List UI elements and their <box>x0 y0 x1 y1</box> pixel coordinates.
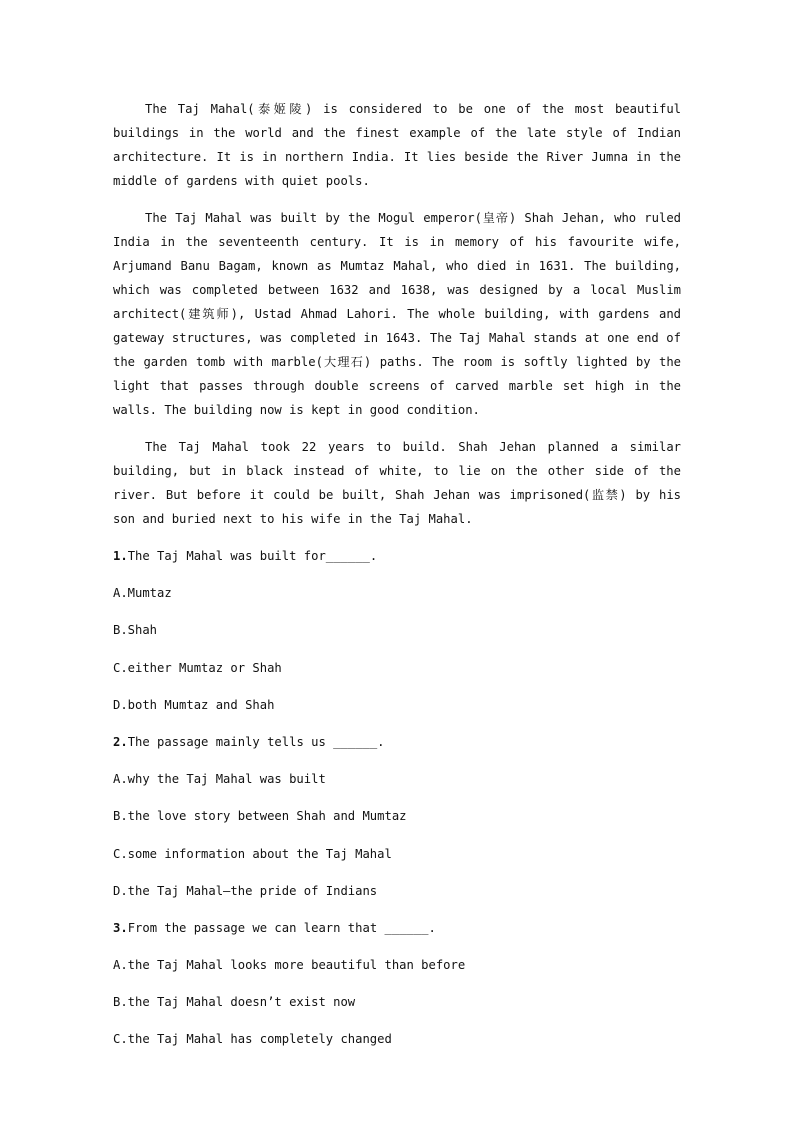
question-text: The passage mainly tells us ______. <box>127 734 385 749</box>
option-d: D.both Mumtaz and Shah <box>113 697 275 712</box>
option-b: B.the Taj Mahal doesn’t exist now <box>113 995 356 1010</box>
question-number: 2. <box>113 734 128 749</box>
option-c: C.the Taj Mahal has completely changed <box>113 1032 392 1047</box>
question-text: The Taj Mahal was built for______. <box>127 549 378 563</box>
question-3 <box>113 916 681 1052</box>
option-a: A.why the Taj Mahal was built <box>113 772 326 787</box>
passage-paragraph-1: The Taj Mahal(泰姬陵) is considered to be one of the most beautiful buildings in the world and the finest example of the late style of Indian architecture. It is in northern India. It lies beside the River Jumna in the middle of gardens with quiet pools. <box>113 102 681 188</box>
option-d: D.the Taj Mahal—the pride of Indians <box>113 883 378 898</box>
question-number: 1. <box>113 549 128 563</box>
question-stem <box>113 544 681 568</box>
question-2 <box>113 730 681 903</box>
question-stem <box>113 730 681 754</box>
option-a: A.Mumtaz <box>113 586 172 601</box>
question-1 <box>113 544 681 717</box>
option-b: B.the love story between Shah and Mumtaz <box>113 809 407 824</box>
option-c: C.either Mumtaz or Shah <box>113 660 282 675</box>
passage-paragraph-2: The Taj Mahal was built by the Mogul emperor(皇帝) Shah Jehan, who ruled India in the seventeenth century. It is in memory of his favourite wife, Arjumand Banu Bagam, known as Mumtaz Mahal, who died in 1631. The building, which was completed between 1632 and 1638, was designed by a local Muslim architect(建筑师), Ustad Ahmad Lahori. The whole building, with gardens and gateway structures, was completed in 1643. The Taj Mahal stands at one end of the garden tomb with marble(大理石) paths. The room is softly lighted by the light that passes through double screens of carved marble set high in the walls. The building now is kept in good condition. <box>113 211 681 417</box>
option-b: B.Shah <box>113 623 158 638</box>
passage-paragraph-3: The Taj Mahal took 22 years to build. Shah Jehan planned a similar building, but in black instead of white, to lie on the other side of the river. But before it could be built, Shah Jehan was imprisoned(监禁) by his son and buried next to his wife in the Taj Mahal. <box>113 440 681 526</box>
option-c: C.some information about the Taj Mahal <box>113 846 392 861</box>
question-stem <box>113 916 681 940</box>
document-page <box>113 97 681 1065</box>
question-number: 3. <box>113 920 128 935</box>
question-text: From the passage we can learn that ______. <box>127 920 436 935</box>
option-a: A.the Taj Mahal looks more beautiful than before <box>113 958 466 973</box>
